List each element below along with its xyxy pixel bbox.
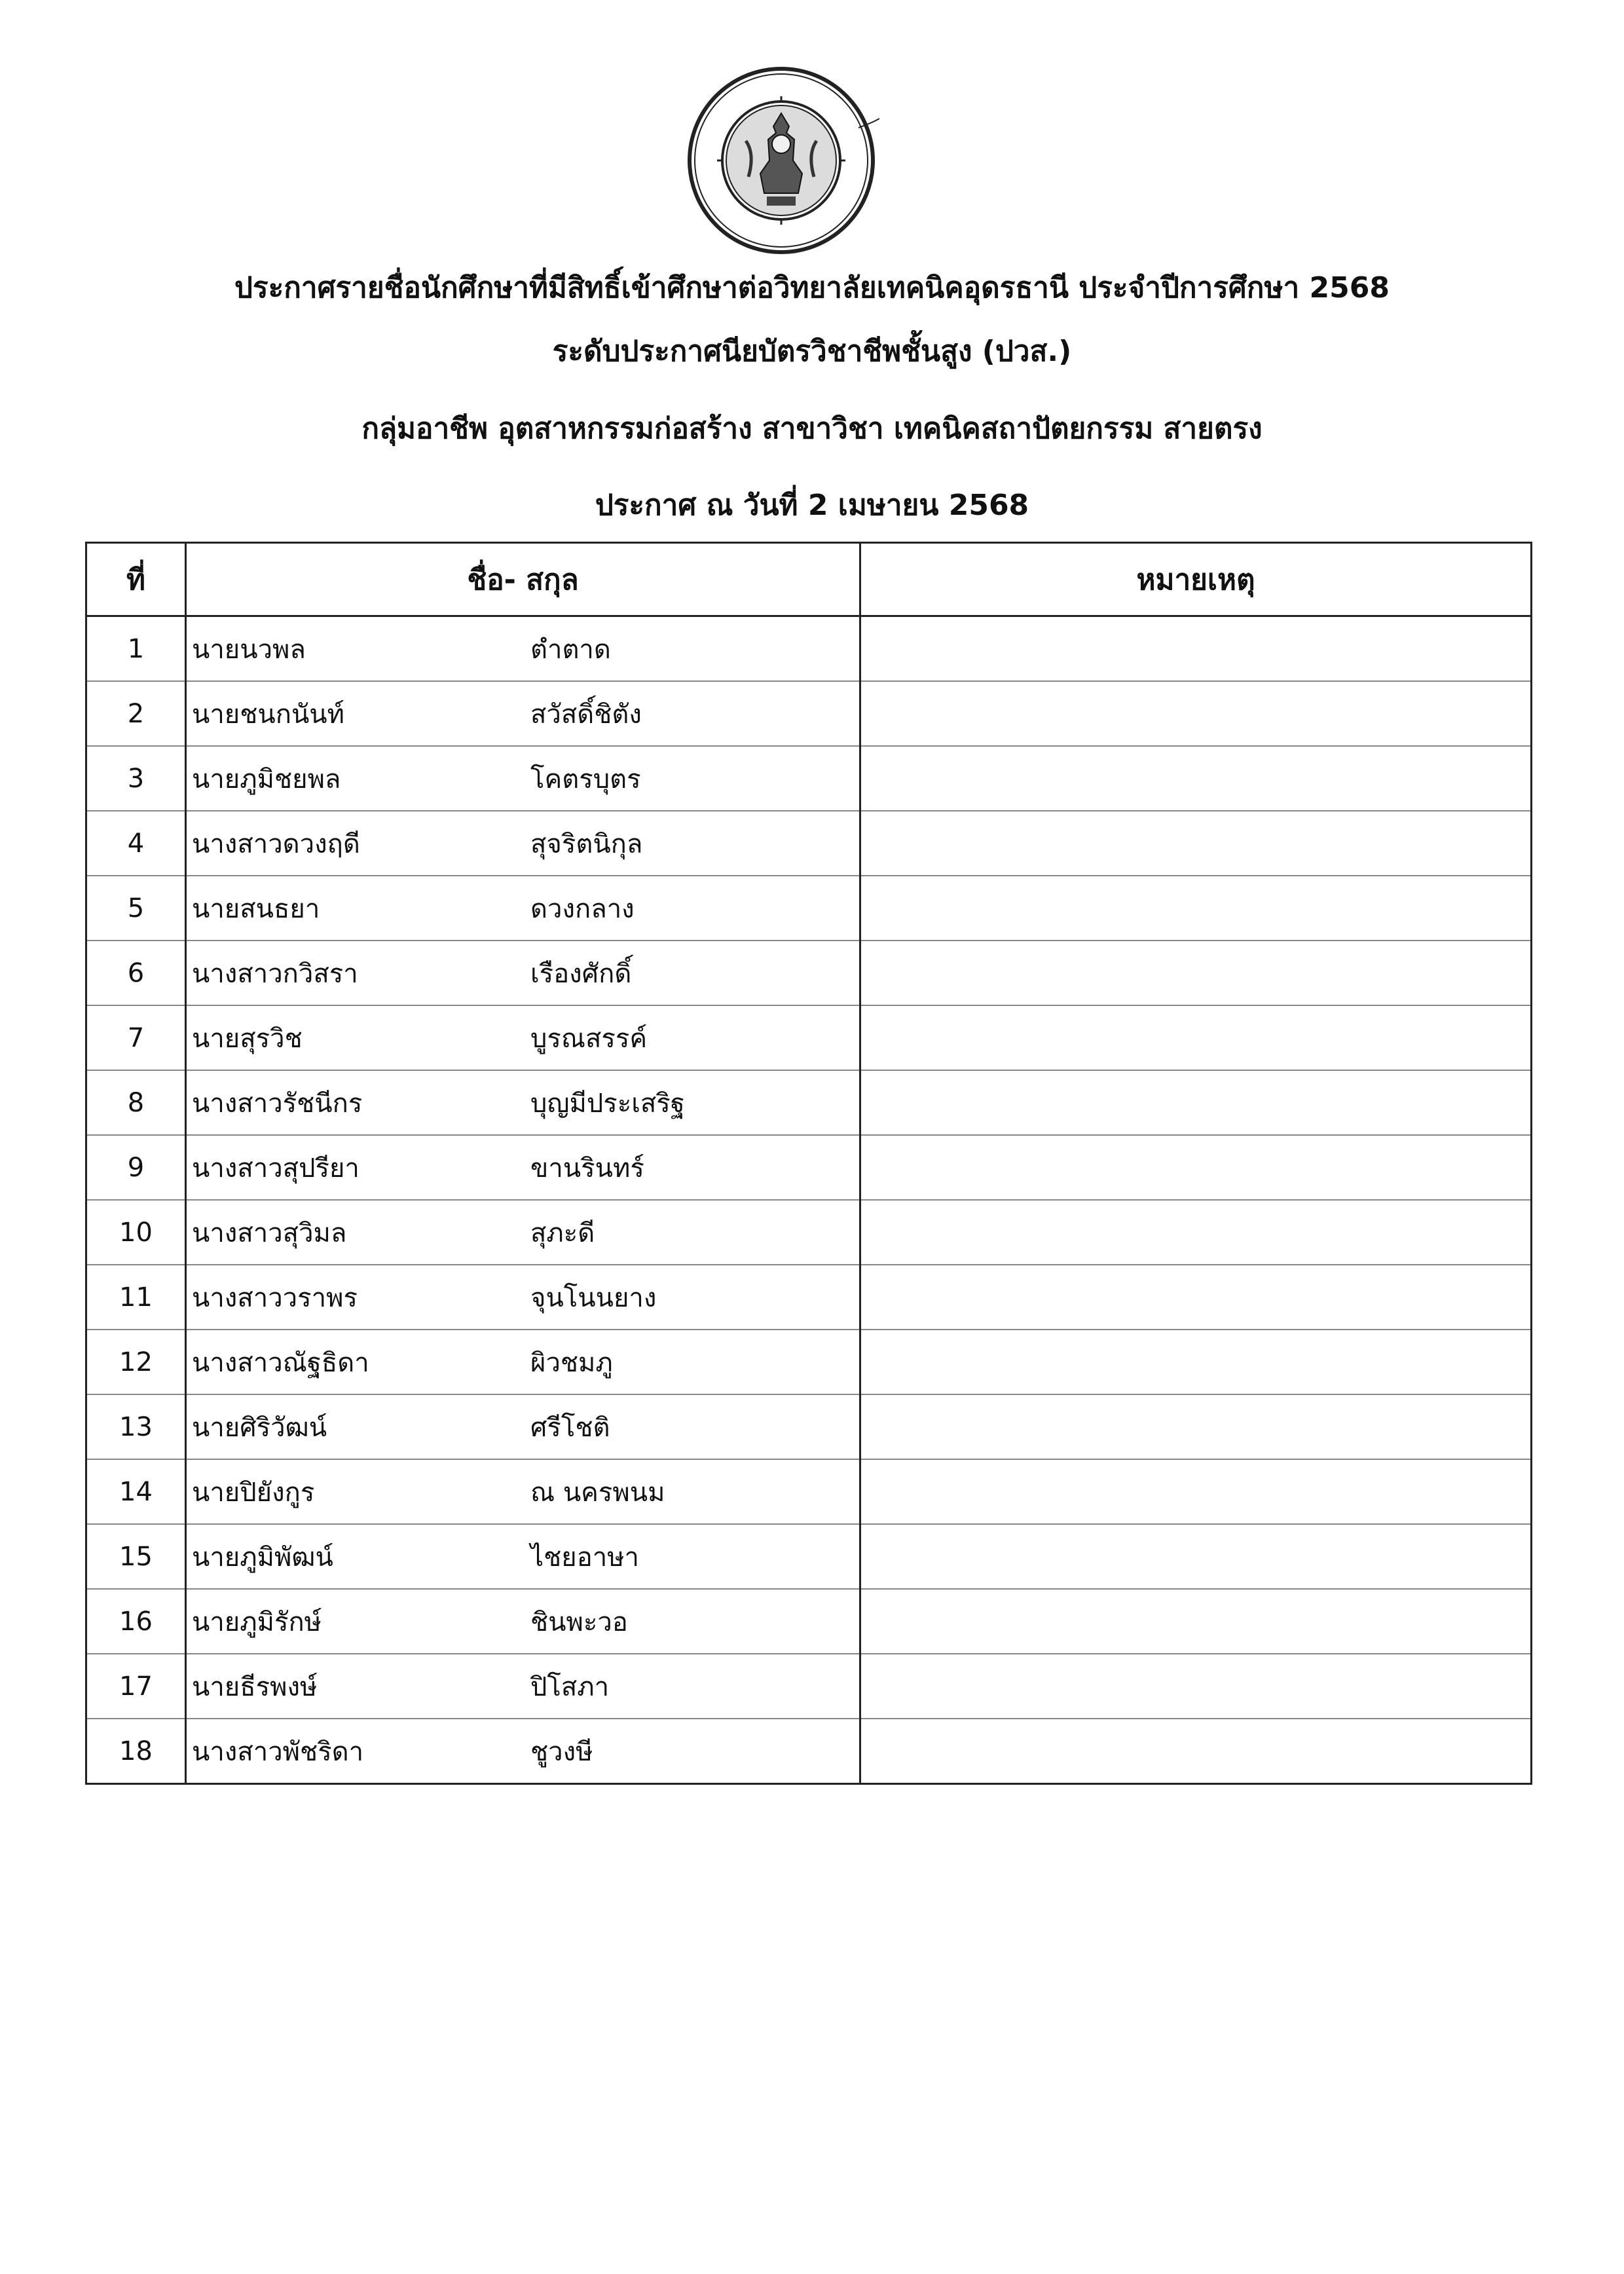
table-row: [86, 1005, 1532, 1070]
first-name: นายนวพล: [192, 634, 306, 665]
first-name: นายชนกนันท์: [192, 699, 345, 730]
first-name: นางสาวดวงฤดี: [192, 829, 360, 859]
row-remark: [860, 1200, 1532, 1265]
table-body: [86, 616, 1532, 1784]
row-full-name: [186, 1200, 860, 1265]
first-name: นางสาวสุปรียา: [192, 1153, 360, 1184]
row-number: 14: [86, 1459, 186, 1524]
row-remark: [860, 1589, 1532, 1654]
row-full-name: [186, 1135, 860, 1200]
row-full-name: [186, 1524, 860, 1589]
header-remark: หมายเหตุ: [860, 543, 1532, 616]
row-full-name: [186, 811, 860, 876]
row-full-name: [186, 1265, 860, 1330]
row-number: 17: [86, 1654, 186, 1719]
row-full-name: [186, 616, 860, 682]
announcement-date: ประกาศ ณ วันที่ 2 เมษายน 2568: [595, 489, 1029, 522]
last-name: ผิวชมภู: [530, 1347, 613, 1378]
last-name: ชินพะวอ: [530, 1607, 628, 1637]
last-name: ไชยอาษา: [530, 1542, 640, 1573]
table-row: [86, 1200, 1532, 1265]
row-full-name: [186, 1330, 860, 1394]
row-remark: [860, 746, 1532, 811]
row-remark: [860, 1394, 1532, 1459]
row-number: 7: [86, 1005, 186, 1070]
row-number: 13: [86, 1394, 186, 1459]
first-name: นางสาวสุวิมล: [192, 1218, 347, 1248]
first-name: นายธีรพงษ์: [192, 1671, 318, 1702]
last-name: ดวงกลาง: [530, 893, 635, 924]
row-full-name: [186, 1394, 860, 1459]
row-full-name: [186, 681, 860, 746]
table-header-row: [86, 543, 1532, 616]
row-remark: [860, 1654, 1532, 1719]
student-roster-table: [85, 542, 1532, 1785]
row-remark: [860, 1265, 1532, 1330]
row-full-name: [186, 746, 860, 811]
row-number: 2: [86, 681, 186, 746]
row-remark: [860, 1135, 1532, 1200]
table-row: [86, 1589, 1532, 1654]
last-name: บุญมีประเสริฐ: [530, 1088, 685, 1119]
row-number: 8: [86, 1070, 186, 1135]
row-full-name: [186, 1070, 860, 1135]
row-remark: [860, 1070, 1532, 1135]
last-name: สุจริตนิกุล: [530, 829, 643, 859]
table-row: [86, 1719, 1532, 1784]
college-seal-logo: [683, 62, 879, 259]
row-remark: [860, 811, 1532, 876]
row-number: 11: [86, 1265, 186, 1330]
table-row: [86, 1265, 1532, 1330]
table-row: [86, 1654, 1532, 1719]
first-name: นางสาวพัชริดา: [192, 1736, 364, 1767]
table-row: [86, 746, 1532, 811]
table-row: [86, 616, 1532, 682]
last-name: ณ นครพนม: [530, 1477, 665, 1508]
first-name: นางสาวณัฐธิดา: [192, 1347, 369, 1378]
row-remark: [860, 1005, 1532, 1070]
header-number: ที่: [86, 543, 186, 616]
program-info: กลุ่มอาชีพ อุตสาหกรรมก่อสร้าง สาขาวิชา เทคนิคสถาปัตยกรรม สายตรง: [361, 412, 1263, 445]
first-name: นายศิริวัฒน์: [192, 1412, 327, 1443]
row-full-name: [186, 1719, 860, 1784]
first-name: นายสนธยา: [192, 893, 320, 924]
row-full-name: [186, 1459, 860, 1524]
table-row: [86, 1524, 1532, 1589]
first-name: นายภูมิชยพล: [192, 764, 341, 794]
table-row: [86, 811, 1532, 876]
last-name: สวัสดิ์ชิตัง: [530, 699, 642, 730]
seal-icon: [683, 62, 879, 259]
first-name: นางสาววราพร: [192, 1282, 358, 1313]
row-number: 4: [86, 811, 186, 876]
row-remark: [860, 941, 1532, 1005]
row-number: 6: [86, 941, 186, 1005]
header-full-name: ชื่อ- สกุล: [186, 543, 860, 616]
table-row: [86, 1070, 1532, 1135]
last-name: ศรีโชติ: [530, 1412, 610, 1443]
row-remark: [860, 876, 1532, 941]
first-name: นางสาวรัชนีกร: [192, 1088, 363, 1119]
row-number: 10: [86, 1200, 186, 1265]
row-remark: [860, 1459, 1532, 1524]
education-level: ระดับประกาศนียบัตรวิชาชีพชั้นสูง (ปวส.): [552, 335, 1072, 368]
last-name: ตำตาด: [530, 634, 611, 665]
row-full-name: [186, 941, 860, 1005]
row-number: 5: [86, 876, 186, 941]
row-remark: [860, 616, 1532, 682]
table-row: [86, 1394, 1532, 1459]
table-row: [86, 1135, 1532, 1200]
first-name: นายปิยังกูร: [192, 1477, 315, 1508]
last-name: จุนโนนยาง: [530, 1282, 657, 1313]
last-name: ปิโสภา: [530, 1671, 610, 1702]
table-row: [86, 1330, 1532, 1394]
last-name: บูรณสรรค์: [530, 1023, 648, 1054]
last-name: ขานรินทร์: [530, 1153, 644, 1184]
table-row: [86, 1459, 1532, 1524]
row-remark: [860, 681, 1532, 746]
row-full-name: [186, 1005, 860, 1070]
last-name: โคตรบุตร: [530, 764, 641, 794]
first-name: นายภูมิรักษ์: [192, 1607, 322, 1637]
row-full-name: [186, 1654, 860, 1719]
row-remark: [860, 1330, 1532, 1394]
row-number: 12: [86, 1330, 186, 1394]
first-name: นายสุรวิช: [192, 1023, 303, 1054]
row-full-name: [186, 1589, 860, 1654]
table-row: [86, 941, 1532, 1005]
first-name: นางสาวกวิสรา: [192, 958, 358, 989]
first-name: นายภูมิพัฒน์: [192, 1542, 333, 1573]
row-remark: [860, 1524, 1532, 1589]
row-number: 15: [86, 1524, 186, 1589]
table-row: [86, 681, 1532, 746]
row-full-name: [186, 876, 860, 941]
row-number: 9: [86, 1135, 186, 1200]
row-number: 16: [86, 1589, 186, 1654]
row-number: 18: [86, 1719, 186, 1784]
announcement-title: ประกาศรายชื่อนักศึกษาที่มีสิทธิ์เข้าศึกษาต่อวิทยาลัยเทคนิคอุดรธานี ประจำปีการศึกษา 2568: [234, 271, 1390, 305]
last-name: ชูวงษี: [530, 1736, 593, 1767]
row-number: 3: [86, 746, 186, 811]
last-name: เรืองศักดิ์: [530, 958, 632, 989]
row-remark: [860, 1719, 1532, 1784]
row-number: 1: [86, 616, 186, 682]
table-row: [86, 876, 1532, 941]
last-name: สุภะดี: [530, 1218, 595, 1248]
